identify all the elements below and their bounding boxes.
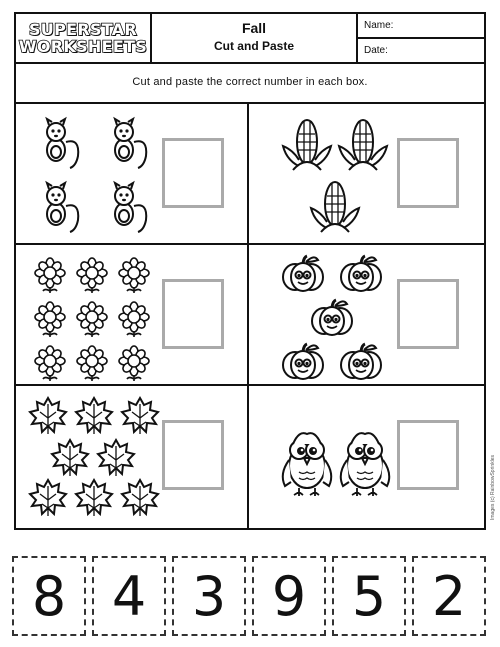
sunflower-icon [119,302,149,337]
cutout-number-card[interactable]: 5 [332,556,406,636]
corn-icon [283,120,331,170]
instructions: Cut and paste the correct number in each box. [16,62,484,104]
leaf-icon [52,440,88,476]
cutout-number-card[interactable]: 8 [12,556,86,636]
cell-owls [249,386,484,528]
squirrel-group [16,104,176,243]
cell-pumpkins [249,245,484,386]
pumpkin-group [249,245,409,384]
worksheet [14,12,486,530]
cutout-number-card[interactable]: 4 [92,556,166,636]
cutout-number-card[interactable]: 3 [172,556,246,636]
corn-icon [311,182,359,232]
cutout-number-card[interactable]: 2 [412,556,486,636]
sunflower-icon [77,346,107,381]
answer-box-leaves[interactable] [162,420,224,490]
image-credit: Images (c) RainbowSprinkles [490,454,496,520]
cutout-strip [12,556,488,636]
sunflower-icon [35,302,65,337]
cell-leaves [16,386,249,528]
answer-box-sunflowers[interactable] [162,279,224,349]
leaf-icon [76,398,112,434]
squirrel-icon [115,183,146,232]
counting-grid [16,104,484,528]
name-label: Name: [358,14,484,39]
logo [16,14,152,62]
page-subtitle: Cut and Paste [213,39,294,53]
header [16,14,484,64]
sunflower-group [16,245,176,384]
pumpkin-icon [341,256,381,291]
sunflower-icon [35,258,65,293]
leaf-icon [76,480,112,516]
cell-corn [249,104,484,245]
leaf-icon [30,398,66,434]
leaf-icon [122,480,158,516]
leaf-icon [122,398,158,434]
leaf-icon [30,480,66,516]
owl-icon [341,433,390,496]
logo-line-2: WORKSHEETS [18,37,148,56]
owl-icon [283,433,332,496]
sunflower-icon [35,346,65,381]
corn-icon [339,120,387,170]
answer-box-owls[interactable] [397,420,459,490]
leaf-icon [98,440,134,476]
squirrel-icon [47,119,78,168]
corn-group [249,104,409,243]
cell-sunflowers [16,245,249,386]
sunflower-icon [119,346,149,381]
logo-line-1: SUPERSTAR [28,20,138,39]
answer-box-squirrels[interactable] [162,138,224,208]
pumpkin-icon [283,344,323,379]
leaf-group [16,386,176,525]
squirrel-icon [115,119,146,168]
sunflower-icon [77,302,107,337]
name-date-box [358,14,484,62]
sunflower-icon [77,258,107,293]
cell-squirrels [16,104,249,245]
squirrel-icon [47,183,78,232]
sunflower-icon [119,258,149,293]
owl-group [249,386,409,525]
pumpkin-icon [312,300,352,335]
answer-box-pumpkins[interactable] [397,279,459,349]
pumpkin-icon [341,344,381,379]
title-box [152,14,358,62]
page-title: Fall [241,20,267,36]
answer-box-corn[interactable] [397,138,459,208]
pumpkin-icon [283,256,323,291]
date-label: Date: [364,45,388,56]
cutout-number-card[interactable]: 9 [252,556,326,636]
